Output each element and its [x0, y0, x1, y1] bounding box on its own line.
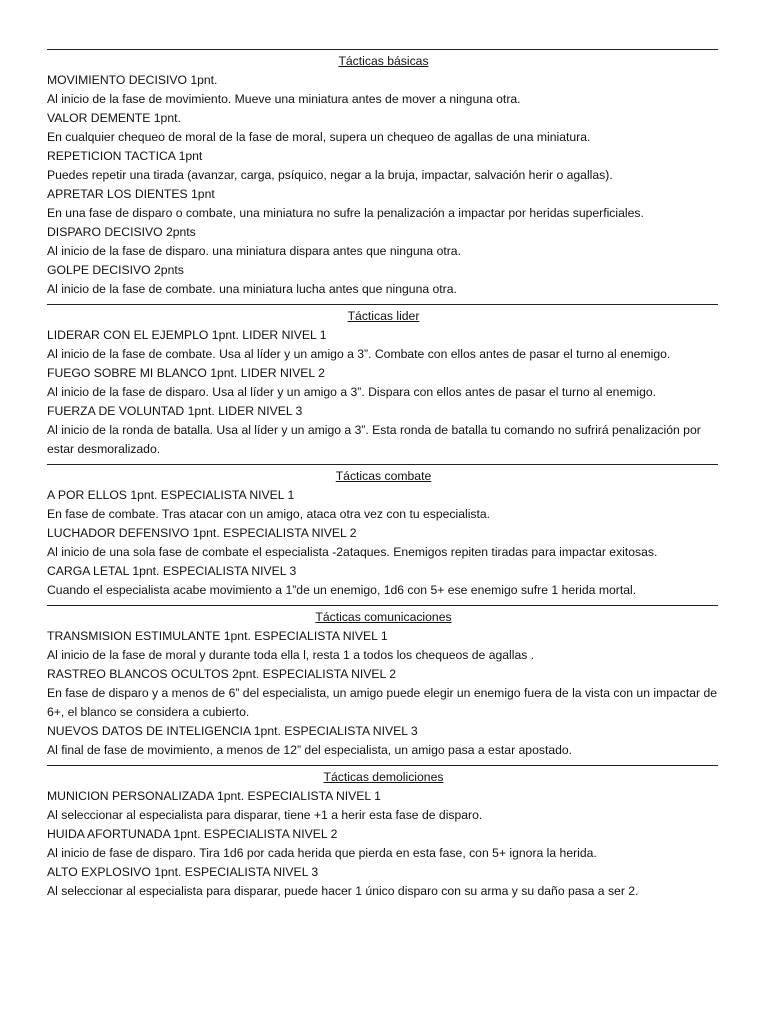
tactic-name: FUERZA DE VOLUNTAD 1pnt. LIDER NIVEL 3 — [47, 404, 303, 418]
tactic-name: RASTREO BLANCOS OCULTOS 2pnt. ESPECIALISTA NIVEL 2 — [47, 667, 397, 681]
tactic-name: TRANSMISION ESTIMULANTE 1pnt. ESPECIALISTA NIVEL 1 — [47, 629, 388, 643]
tactic-name: MOVIMIENTO DECISIVO 1pnt. — [47, 73, 218, 87]
tactic-description: En una fase de disparo o combate, una miniatura no sufre la penalización a impactar por heridas superficiales. — [47, 206, 644, 220]
tactic-name: VALOR DEMENTE 1pnt. — [47, 111, 181, 125]
tactic-name: FUEGO SOBRE MI BLANCO 1pnt. LIDER NIVEL 2 — [47, 366, 325, 380]
section-tacticas-combate — [47, 464, 720, 605]
section-title: Tácticas lider — [347, 309, 420, 323]
tactic-description: Al final de fase de movimiento, a menos de 12” del especialista, un amigo pasa a estar apostado. — [47, 743, 573, 757]
tactic-name: HUIDA AFORTUNADA 1pnt. ESPECIALISTA NIVEL 2 — [47, 827, 338, 841]
tactic-description: Cuando el especialista acabe movimiento a 1”de un enemigo, 1d6 con 5+ ese enemigo sufre 1 herida mortal. — [47, 583, 637, 597]
tactic-name: NUEVOS DATOS DE INTELIGENCIA 1pnt. ESPECIALISTA NIVEL 3 — [47, 724, 418, 738]
tactic-description: En fase de combate. Tras atacar con un amigo, ataca otra vez con tu especialista. — [47, 507, 491, 521]
section-divider — [47, 49, 718, 50]
tactic-name: CARGA LETAL 1pnt. ESPECIALISTA NIVEL 3 — [47, 564, 297, 578]
tactic-name: REPETICION TACTICA 1pnt — [47, 149, 203, 163]
section-tacticas-lider — [47, 304, 720, 464]
section-divider — [47, 605, 718, 606]
tactic-description: Al inicio de fase de disparo. Tira 1d6 por cada herida que pierda en esta fase, con 5+ ignora la herida. — [47, 846, 597, 860]
section-divider — [47, 304, 718, 305]
section-divider — [47, 765, 718, 766]
tactic-name: A POR ELLOS 1pnt. ESPECIALISTA NIVEL 1 — [47, 488, 295, 502]
tactic-name: DISPARO DECISIVO 2pnts — [47, 225, 196, 239]
section-tacticas-comunicaciones — [47, 605, 720, 765]
section-title: Tácticas combate — [335, 469, 432, 483]
section-title: Tácticas comunicaciones — [315, 610, 452, 624]
tactic-description: Al inicio de la fase de moral y durante toda ella l, resta 1 a todos los chequeos de agallas . — [47, 648, 535, 662]
tactic-name: GOLPE DECISIVO 2pnts — [47, 263, 184, 277]
tactic-description: Al seleccionar al especialista para disparar, puede hacer 1 único disparo con su arma y su daño pasa a ser 2. — [47, 884, 639, 898]
tactic-name: APRETAR LOS DIENTES 1pnt — [47, 187, 215, 201]
tactic-description: Al inicio de la fase de movimiento. Mueve una miniatura antes de mover a ninguna otra. — [47, 92, 521, 106]
tactic-description: Al inicio de la fase de combate. Usa al líder y un amigo a 3”. Combate con ellos antes de pasar el turno al enemigo. — [47, 347, 671, 361]
section-divider — [47, 464, 718, 465]
tactic-description: Al inicio de la fase de combate. una miniatura lucha antes que ninguna otra. — [47, 282, 457, 296]
section-title: Tácticas demoliciones — [323, 770, 444, 784]
section-title: Tácticas básicas — [338, 54, 429, 68]
tactic-description: Al inicio de la fase de disparo. Usa al líder y un amigo a 3”. Dispara con ellos antes de pasar el turno al enemigo. — [47, 385, 657, 399]
tactic-description: En cualquier chequeo de moral de la fase de moral, supera un chequeo de agallas de una miniatura. — [47, 130, 591, 144]
tactic-name: ALTO EXPLOSIVO 1pnt. ESPECIALISTA NIVEL 3 — [47, 865, 319, 879]
tactic-name: LIDERAR CON EL EJEMPLO 1pnt. LIDER NIVEL 1 — [47, 328, 327, 342]
section-tacticas-basicas — [47, 49, 720, 304]
tactic-description: Al inicio de la ronda de batalla. Usa al líder y un amigo a 3”. Esta ronda de batalla tu comando no sufrirá penalización por estar desmoralizado. — [47, 423, 701, 456]
section-tacticas-demoliciones — [47, 765, 720, 901]
tactic-description: En fase de disparo y a menos de 6” del especialista, un amigo puede elegir un enemigo fuera de la vista con un impactar de 6+, el blanco se considera a cubierto. — [47, 686, 718, 719]
tactic-name: LUCHADOR DEFENSIVO 1pnt. ESPECIALISTA NIVEL 2 — [47, 526, 357, 540]
tactic-description: Puedes repetir una tirada (avanzar, carga, psíquico, negar a la bruja, impactar, salvación herir o agallas). — [47, 168, 613, 182]
tactic-description: Al seleccionar al especialista para disparar, tiene +1 a herir esta fase de disparo. — [47, 808, 483, 822]
tactic-description: Al inicio de la fase de disparo. una miniatura dispara antes que ninguna otra. — [47, 244, 461, 258]
tactic-description: Al inicio de una sola fase de combate el especialista -2ataques. Enemigos repiten tiradas para impactar exitosas. — [47, 545, 658, 559]
tactic-name: MUNICION PERSONALIZADA 1pnt. ESPECIALISTA NIVEL 1 — [47, 789, 381, 803]
